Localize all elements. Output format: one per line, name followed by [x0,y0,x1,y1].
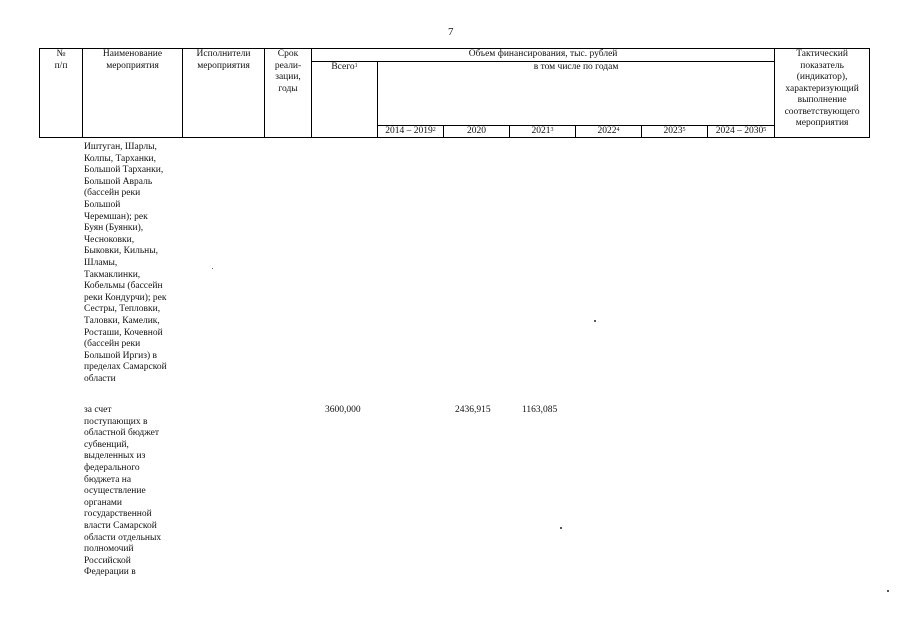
header-executors: Исполнители мероприятия [183,49,265,138]
scan-speck [887,590,889,592]
header-year-footnote: 4 [616,126,620,133]
header-year [444,125,510,138]
header-year [378,125,444,138]
header-year-footnote: 5 [682,126,686,133]
header-by-years: в том числе по годам [378,62,775,126]
header-year [642,125,708,138]
header-year-label: 2020 [467,125,486,136]
header-year-label: 2024 – 2030 [715,125,764,136]
header-year [510,125,576,138]
scan-speck [560,527,562,529]
header-name: Наименование мероприятия [83,49,183,138]
header-year-label: 2022 [597,125,617,136]
header-year-footnote: 2 [432,126,436,133]
funding-source-text: за счет поступающих в областной бюджет субвенций, выделенных из федерального бюджета на осуществление органами государственной власти Самарской области отдельных полномочий Российской Федерации в [84,405,162,578]
header-funding: Объем финансирования, тыс. рублей [312,49,775,62]
header-num: № п/п [40,49,83,138]
value-2020: 2436,915 [455,405,491,415]
total-value: 3600,000 [325,405,361,415]
header-total-label: Всего [331,62,355,72]
header-total [312,62,378,138]
header-total-footnote: 1 [354,63,358,69]
header-year-label: 2014 – 2019 [385,125,433,136]
header-year-label: 2023 [663,125,683,136]
header-year [708,125,775,138]
scan-speck [212,268,213,269]
scan-speck [594,320,596,322]
header-year-footnote: 3 [550,126,554,133]
header-indicator: Тактический показатель (индикатор), характеризующий выполнение соответствующего мероприятия [775,49,870,138]
header-term: Срок реали- зации, годы [265,49,312,138]
value-2021: 1163,085 [522,405,558,415]
item-description: Иштуган, Шарлы, Колпы, Тарханки, Большой Тарханки, Большой Авраль (бассейн реки Большой Черемшан); рек Буян (Буянки), Чесноковки, Быковки, Кильны, Шламы, Такмаклинки, Кобельмы (бассейн реки Кондурчи); рек Сестры, Тепловки, Таловки, Камелик, Росташи, Кочевной (бассейн реки Большой Иргиз) в пределах Самарской области [84,142,167,384]
header-year [576,125,642,138]
header-table [39,48,870,138]
page-number: 7 [448,26,454,38]
header-year-footnote: 5 [763,126,767,133]
header-year-label: 2021 [531,125,551,136]
